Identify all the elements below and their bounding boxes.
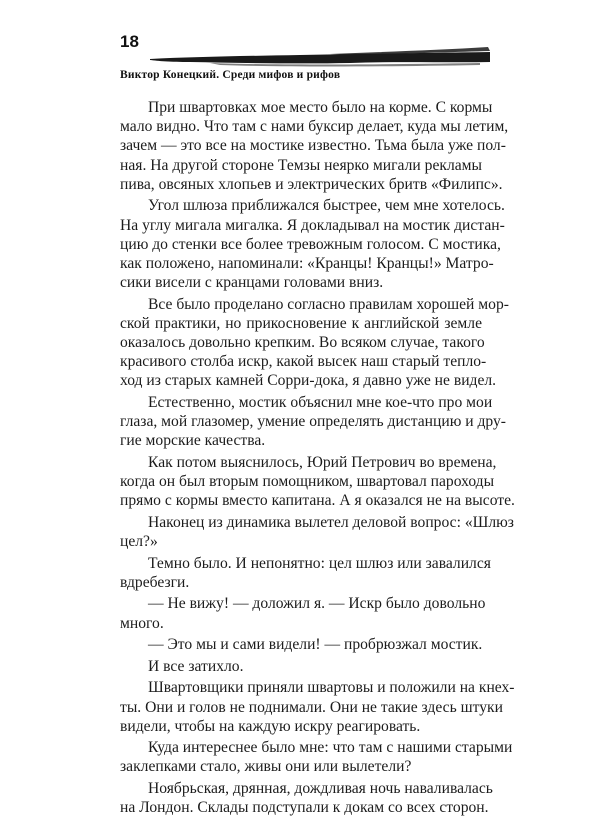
text-line: глаза, мой глазомер, умение определять дистанцию и дру- <box>120 413 506 431</box>
text-line: Как потом выяснилось, Юрий Петрович во времена, <box>148 453 497 471</box>
brush-stroke-rule <box>150 44 490 70</box>
paragraph <box>120 554 491 592</box>
page-number: 18 <box>120 32 139 51</box>
running-head: Виктор Конецкий. Среди мифов и рифов <box>120 69 341 81</box>
text-line: оказалось довольно крепким. Во всяком случае, такого <box>120 334 485 352</box>
text-line: цию до стенки все более тревожным голосом. С мостика, <box>120 235 501 253</box>
paragraph <box>120 594 486 632</box>
text-line: видели, чтобы на каждую искру реагировать. <box>120 717 421 735</box>
text-line: ная. На другой стороне Темзы неярко мигали рекламы <box>120 156 482 174</box>
text-line: — Это мы и сами видели! — пробрюзжал мостик. <box>148 636 483 654</box>
text-line: Темно было. И непонятно: цел шлюз или завалился <box>148 554 491 572</box>
text-line: ской практики, но прикосновение к английской земле <box>120 314 482 332</box>
paragraph <box>120 393 506 451</box>
paragraph <box>120 657 482 676</box>
text-line: Ноябрьская, дрянная, дождливая ночь наваливалась <box>148 780 493 798</box>
text-line: — Не вижу! — доложил я. — Искр было довольно <box>148 595 486 613</box>
text-line: сики висели с кранцами головами вниз. <box>120 274 384 292</box>
text-line: ход из старых камней Сорри-дока, я давно уже не видел. <box>120 372 497 390</box>
text-line: когда он был вторым помощником, швартовал пароходы <box>120 473 495 491</box>
paragraph <box>120 779 493 817</box>
text-line: ты. Они и голов не поднимали. Они не такие здесь штуки <box>120 698 503 716</box>
text-line: красивого столба искр, какой высек наш старый тепло- <box>120 353 487 371</box>
text-line: Куда интереснее было мне: что там с нашими старыми <box>148 739 513 757</box>
text-line: на Лондон. Склады подступали к докам со всех сторон. <box>120 799 489 817</box>
text-line: много. <box>120 614 164 632</box>
text-line: как положено, напоминали: «Кранцы! Кранцы!» Матро- <box>120 254 494 272</box>
text-line: зачем — это все на мостике известно. Тьма была уже пол- <box>120 137 506 155</box>
text-line: вдребезги. <box>120 573 190 591</box>
text-line: заклепками стало, живы они или вылетели? <box>120 758 412 776</box>
paragraph <box>120 738 513 776</box>
text-line: На углу мигала мигалка. Я докладывал на мостик дистан- <box>120 216 505 234</box>
paragraph <box>120 513 514 551</box>
text-line: Все было проделано согласно правилам хорошей мор- <box>148 295 509 313</box>
text-line: Наконец из динамика вылетел деловой вопрос: «Шлюз <box>148 513 514 531</box>
text-line: прямо с кормы вместо капитана. А я оказался не на высоте. <box>120 492 515 510</box>
text-line: мало видно. Что там с нами буксир делает, куда мы летим, <box>120 118 509 136</box>
text-line: пива, овсяных хлопьев и электрических бритв «Филипс». <box>120 175 503 193</box>
text-line: Естественно, мостик объяснил мне кое-что про мои <box>148 393 493 411</box>
paragraph <box>120 678 515 736</box>
paragraph <box>120 295 509 391</box>
body-text <box>120 98 515 817</box>
text-line: Угол шлюза приближался быстрее, чем мне хотелось. <box>148 197 505 215</box>
paragraph <box>120 635 482 654</box>
paragraph <box>120 98 509 194</box>
text-line: цел?» <box>120 533 158 551</box>
text-line: И все затихло. <box>148 657 244 675</box>
paragraph <box>120 196 505 292</box>
paragraph <box>120 453 515 511</box>
text-line: гие морские качества. <box>120 432 266 450</box>
text-line: При швартовках мое место было на корме. С кормы <box>148 99 493 116</box>
text-line: Швартовщики приняли швартовы и положили на кнех- <box>148 679 515 697</box>
